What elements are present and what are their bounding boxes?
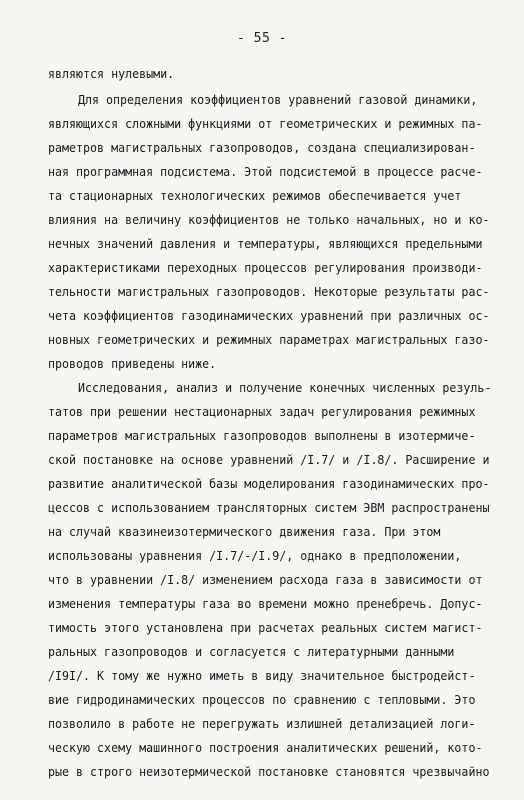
text-line: чета коэффициентов газодинамических уравнений при различных ос- <box>48 309 490 323</box>
text-line: использованы уравнения /I.7/-/I.9/, однако в предположении, <box>48 549 462 563</box>
text-line: являющихся сложными функциями от геометрических и режимных па- <box>48 117 483 131</box>
text-line: нечных значений давления и температуры, являющихся предельными <box>48 237 483 251</box>
text-line: изменения температуры газа во времени можно пренебречь. Допус- <box>48 597 483 611</box>
text-line: ральных газопроводов и согласуется с литературными данными <box>48 645 455 659</box>
text-line: влияния на величину коэффициентов не только начальных, но и ко- <box>48 213 490 227</box>
text-line: татов при решении нестационарных задач регулирования режимных <box>48 405 476 419</box>
text-line: рые в строго неизотермической постановке становятся чрезвычайно <box>48 765 490 779</box>
text-line: что в уравнении /I.8/ изменением расхода газа в зависимости от <box>48 573 483 587</box>
text-line: проводов приведены ниже. <box>48 357 217 371</box>
text-line: развитие аналитической базы моделирования газодинамических про- <box>48 477 490 491</box>
text-line: являются нулевыми. <box>48 67 175 81</box>
text-line: тельности магистральных газопроводов. Некоторые результаты рас- <box>48 285 490 299</box>
text-line: Для определения коэффициентов уравнений газовой динамики, <box>78 93 478 107</box>
text-line: цессов с использованием трансляторных систем ЭВМ распространены <box>48 501 490 515</box>
text-line: Исследования, анализ и получение конечных численных резуль- <box>78 381 492 395</box>
text-line: ческую схему машинного построения аналитических решений, кото- <box>48 741 483 755</box>
text-line: новных геометрических и режимных параметрах магистральных газо- <box>48 333 490 347</box>
text-line: ная программная подсистема. Этой подсистемой в процессе расче- <box>48 165 483 179</box>
text-line: тимость этого установлена при расчетах реальных систем магист- <box>48 621 483 635</box>
text-line: позволило в работе не перегружать излишней детализацией логи- <box>48 717 476 731</box>
text-line: на случай квазинеизотермического движения газа. При этом <box>48 525 441 539</box>
text-line: раметров магистральных газопроводов, создана специализирован- <box>48 141 476 155</box>
text-line: та стационарных технологических режимов обеспечивается учет <box>48 189 462 203</box>
page-number: - 55 - <box>237 31 287 46</box>
text-line: ской постановке на основе уравнений /I.7/ и /I.8/. Расширение и <box>48 453 490 467</box>
text-line: /I9I/. К тому же нужно иметь в виду значительное быстродейст- <box>48 669 476 683</box>
text-line: вие гидродинамических процессов по сравнению с тепловыми. Это <box>48 693 476 707</box>
text-line: параметров магистральных газопроводов выполнены в изотермиче- <box>48 429 476 443</box>
text-line: характеристиками переходных процессов регулирования производи- <box>48 261 483 275</box>
